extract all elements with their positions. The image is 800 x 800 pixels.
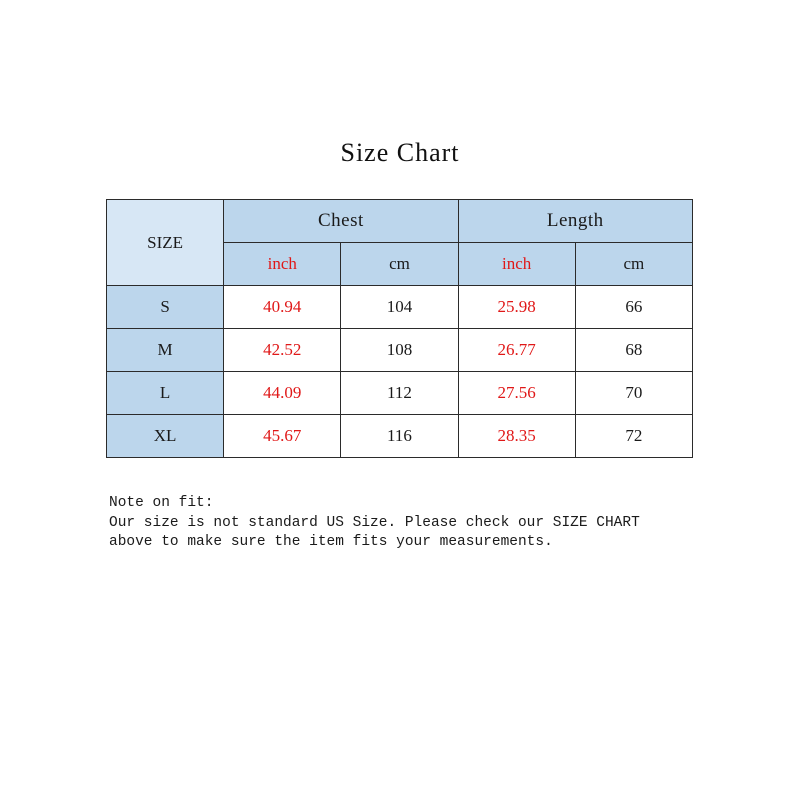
page-title: Size Chart <box>340 138 460 167</box>
length-cm-value: 66 <box>575 286 692 329</box>
size-label: XL <box>107 415 224 458</box>
chest-cm-value: 116 <box>341 415 458 458</box>
chest-cm-value: 112 <box>341 372 458 415</box>
chest-inch-unit-header: inch <box>224 243 341 286</box>
length-inch-value: 26.77 <box>458 329 575 372</box>
chest-inch-value: 44.09 <box>224 372 341 415</box>
length-cm-value: 70 <box>575 372 692 415</box>
size-column-header: SIZE <box>107 200 224 286</box>
length-inch-value: 28.35 <box>458 415 575 458</box>
chest-group-header: Chest <box>224 200 458 243</box>
table-row <box>107 329 693 372</box>
fit-note-line: above to make sure the item fits your measurements. <box>109 534 553 550</box>
size-label: L <box>107 372 224 415</box>
chest-inch-value: 45.67 <box>224 415 341 458</box>
chest-inch-value: 42.52 <box>224 329 341 372</box>
table-row <box>107 415 693 458</box>
chest-cm-unit-header: cm <box>341 243 458 286</box>
chest-inch-value: 40.94 <box>224 286 341 329</box>
table-header-row <box>107 200 693 243</box>
fit-note-heading: Note on fit: <box>109 495 214 511</box>
size-chart-table <box>106 199 693 458</box>
length-inch-value: 27.56 <box>458 372 575 415</box>
table-row <box>107 286 693 329</box>
length-cm-value: 68 <box>575 329 692 372</box>
length-cm-unit-header: cm <box>575 243 692 286</box>
fit-note-line: Our size is not standard US Size. Please check our SIZE CHART <box>109 514 640 531</box>
fit-note <box>109 494 640 553</box>
length-group-header: Length <box>458 200 692 243</box>
length-inch-value: 25.98 <box>458 286 575 329</box>
length-cm-value: 72 <box>575 415 692 458</box>
chest-cm-value: 108 <box>341 329 458 372</box>
size-label: M <box>107 329 224 372</box>
size-label: S <box>107 286 224 329</box>
chest-cm-value: 104 <box>341 286 458 329</box>
table-row <box>107 372 693 415</box>
length-inch-unit-header: inch <box>458 243 575 286</box>
